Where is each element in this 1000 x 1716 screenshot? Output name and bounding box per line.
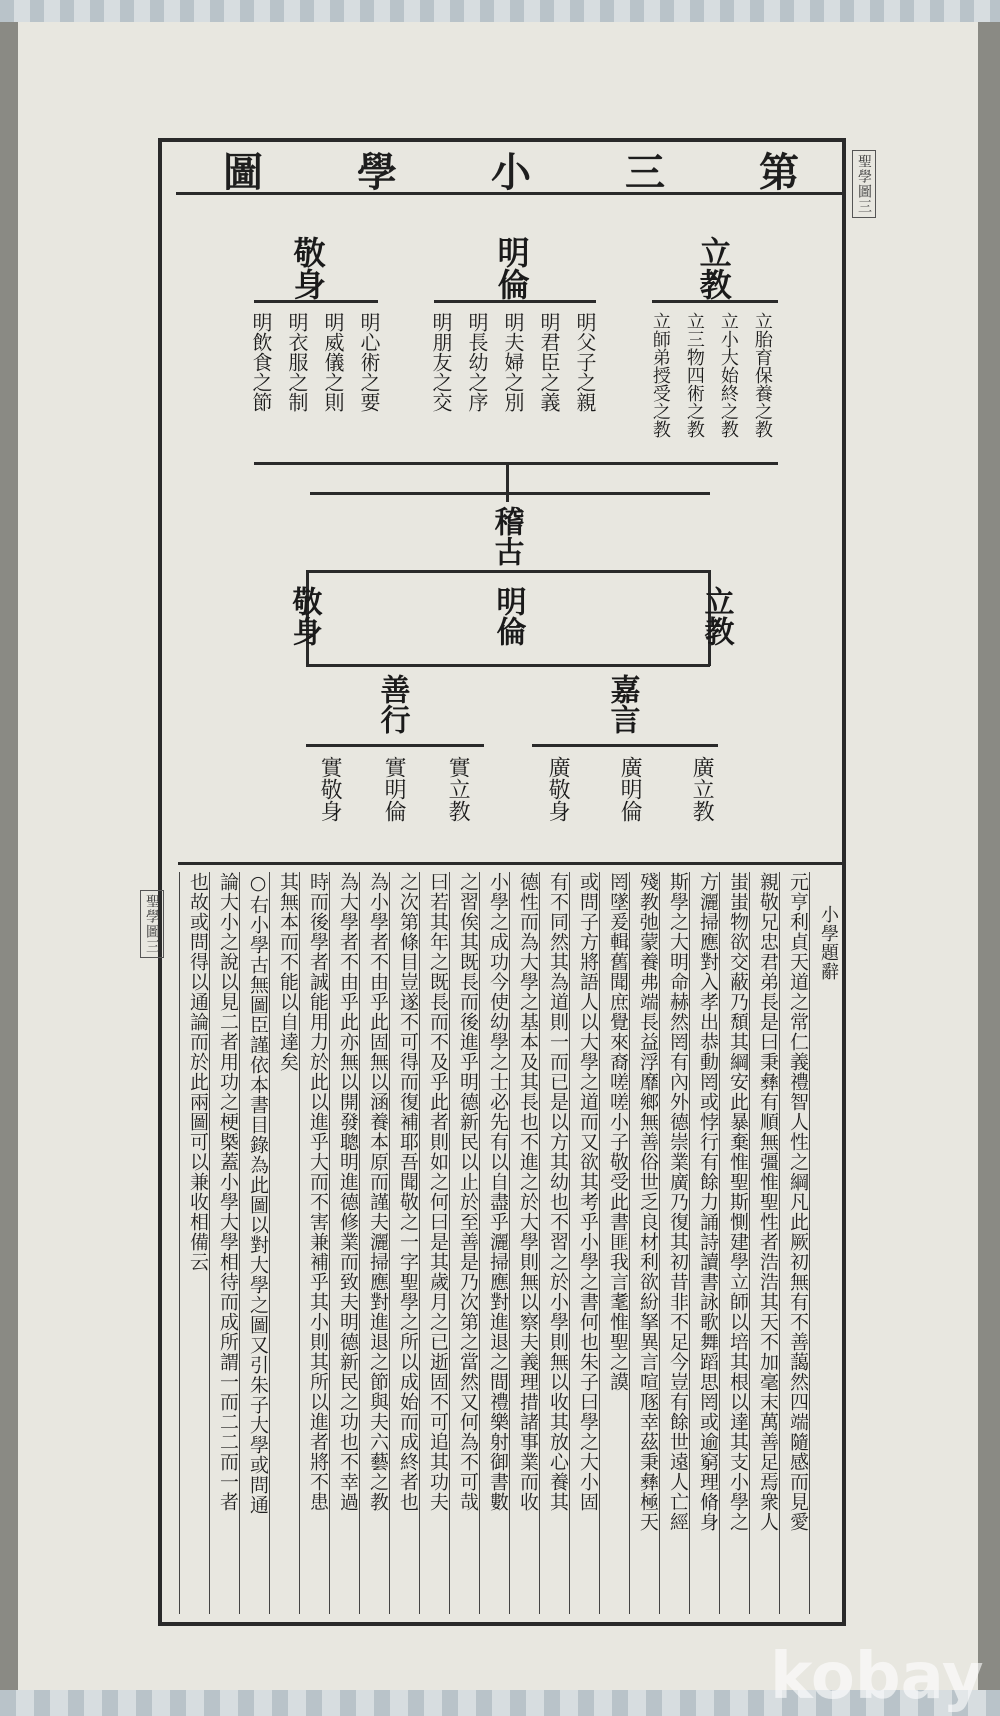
mid-li-jiao: 立教 bbox=[698, 586, 734, 646]
bottom-bracket bbox=[254, 462, 778, 465]
jing-shen-item: 明衣服之制 bbox=[285, 312, 309, 412]
head-li-jiao: 立教 bbox=[694, 236, 733, 300]
text-column: 殘教弛蒙養弗端長益浮靡鄉無善俗世乏良材利欲紛拏異言喧豗幸茲秉彝極天 bbox=[637, 872, 659, 1532]
shan-xing-item: 實明倫 bbox=[381, 756, 407, 822]
text-column: 小學之成功今使幼學之士必先有以自盡乎灑掃應對進退之間禮樂射御書數 bbox=[487, 872, 509, 1512]
title-char: 小 bbox=[491, 148, 531, 196]
jing-shen-item: 明飲食之節 bbox=[249, 312, 273, 412]
text-column: 斯學之大明命赫然罔有內外德崇業廣乃復其初昔非不足今豈有餘世遠人亡經 bbox=[667, 872, 689, 1532]
bracket-shan-xing bbox=[306, 744, 484, 747]
text-column: 論大小之說以見二者用功之梗槩蓋小學大學相待而成所謂一而二二而一者 bbox=[217, 872, 239, 1512]
connector-stem bbox=[506, 462, 509, 502]
title-char: 圖 bbox=[223, 148, 263, 196]
side-label-bottom: 聖學圖三 bbox=[140, 890, 164, 958]
jia-yan-item: 廣立教 bbox=[689, 756, 715, 822]
text-column: 為大學者不由乎此亦無以開發聰明進德修業而致夫明德新民之功也不幸過 bbox=[337, 872, 359, 1512]
text-column: 方灑掃應對入孝出恭動罔或悖行有餘力誦詩讀書詠歌舞蹈思罔或逾窮理脩身 bbox=[697, 872, 719, 1532]
jia-yan-item: 廣敬身 bbox=[545, 756, 571, 822]
ming-lun-item: 明朋友之交 bbox=[429, 312, 453, 412]
mount-top-strip bbox=[0, 0, 1000, 22]
text-column: 為小學者不由乎此固無以涵養本原而謹夫灑掃應對進退之節與夫六藝之教 bbox=[367, 872, 389, 1512]
jing-shen-item: 明心術之要 bbox=[357, 312, 381, 412]
text-column: 其無本而不能以自達矣 bbox=[277, 872, 299, 1072]
section-divider bbox=[178, 862, 846, 865]
text-column: 之習俟其既長而後進乎明德新民以止於至善是乃次第之當然又何為不可哉 bbox=[457, 872, 479, 1512]
li-jiao-item: 立小大始終之教 bbox=[717, 312, 739, 438]
ming-lun-item: 明夫婦之別 bbox=[501, 312, 525, 412]
text-column: 有不同然其為道則一而已是以方其幼也不習之於小學則無以收其放心養其 bbox=[547, 872, 569, 1512]
mid-jing-shen: 敬身 bbox=[286, 586, 322, 646]
text-column: 親敬兄忠君弟長是曰秉彝有順無彊惟聖性者浩浩其天不加毫末萬善足焉衆人 bbox=[757, 872, 779, 1532]
title-row bbox=[176, 146, 846, 195]
li-jiao-item: 立師弟授受之教 bbox=[649, 312, 671, 438]
text-column: 罔墜爰輯舊聞庶覺來裔嗟嗟小子敬受此書匪我言耄惟聖之謨 bbox=[607, 872, 629, 1392]
side-label-top: 聖學圖三 bbox=[852, 150, 876, 218]
text-column: 時而後學者誠能用力於此以進乎大而不害兼補乎其小則其所以進者將不患 bbox=[307, 872, 329, 1512]
column-rule bbox=[179, 872, 180, 1614]
bracket-jing-shen bbox=[254, 300, 378, 303]
bracket-ming-lun bbox=[434, 300, 596, 303]
mid-ming-lun: 明倫 bbox=[490, 586, 526, 646]
head-shan-xing: 善行 bbox=[374, 674, 410, 734]
text-column: 也故或問得以通論而於此兩圖可以兼收相備云 bbox=[187, 872, 209, 1272]
shan-xing-item: 實敬身 bbox=[317, 756, 343, 822]
li-jiao-item: 立三物四術之教 bbox=[683, 312, 705, 438]
center-ji-gu: 稽古 bbox=[488, 506, 524, 566]
mid-bottom-line bbox=[306, 664, 710, 667]
bracket-li-jiao bbox=[652, 300, 778, 303]
title-char: 學 bbox=[357, 148, 397, 196]
li-jiao-item: 立胎育保養之教 bbox=[751, 312, 773, 438]
title-char: 三 bbox=[625, 148, 665, 196]
text-column: 之次第條目豈遂不可得而復補耶吾聞敬之一字聖學之所以成始而成終者也 bbox=[397, 872, 419, 1512]
watermark: kobay bbox=[770, 1640, 984, 1714]
mid-top-line bbox=[306, 570, 710, 573]
text-column: 德性而為大學之基本及其長也不進之於大學則無以察夫義理措諸事業而收 bbox=[517, 872, 539, 1512]
connector-line bbox=[310, 492, 710, 495]
title-char: 第 bbox=[759, 148, 799, 196]
head-jing-shen: 敬身 bbox=[288, 236, 327, 300]
head-ming-lun: 明倫 bbox=[492, 236, 531, 300]
ming-lun-item: 明父子之親 bbox=[573, 312, 597, 412]
text-column: 或問子方將語人以大學之道而又欲其考乎小學之書何也朱子曰學之大小固 bbox=[577, 872, 599, 1512]
jing-shen-item: 明威儀之則 bbox=[321, 312, 345, 412]
ming-lun-item: 明君臣之義 bbox=[537, 312, 561, 412]
text-column: 蚩蚩物欲交蔽乃頹其綱安此暴棄惟聖斯惻建學立師以培其根以達其支小學之 bbox=[727, 872, 749, 1532]
text-title: 小學題辭 bbox=[818, 905, 839, 981]
text-column: 元亨利貞天道之常仁義禮智人性之綱凡此厥初無有不善藹然四端隨感而見愛 bbox=[787, 872, 809, 1532]
shan-xing-item: 實立教 bbox=[445, 756, 471, 822]
text-column: ○右小學古無圖臣謹依本書目錄為此圖以對大學之圖又引朱子大學或問通 bbox=[247, 872, 269, 1515]
head-jia-yan: 嘉言 bbox=[604, 674, 640, 734]
ming-lun-item: 明長幼之序 bbox=[465, 312, 489, 412]
text-column: 曰若其年之既長而不及乎此者則如之何曰是其歲月之已逝固不可追其功夫 bbox=[427, 872, 449, 1512]
jia-yan-item: 廣明倫 bbox=[617, 756, 643, 822]
bracket-jia-yan bbox=[532, 744, 718, 747]
